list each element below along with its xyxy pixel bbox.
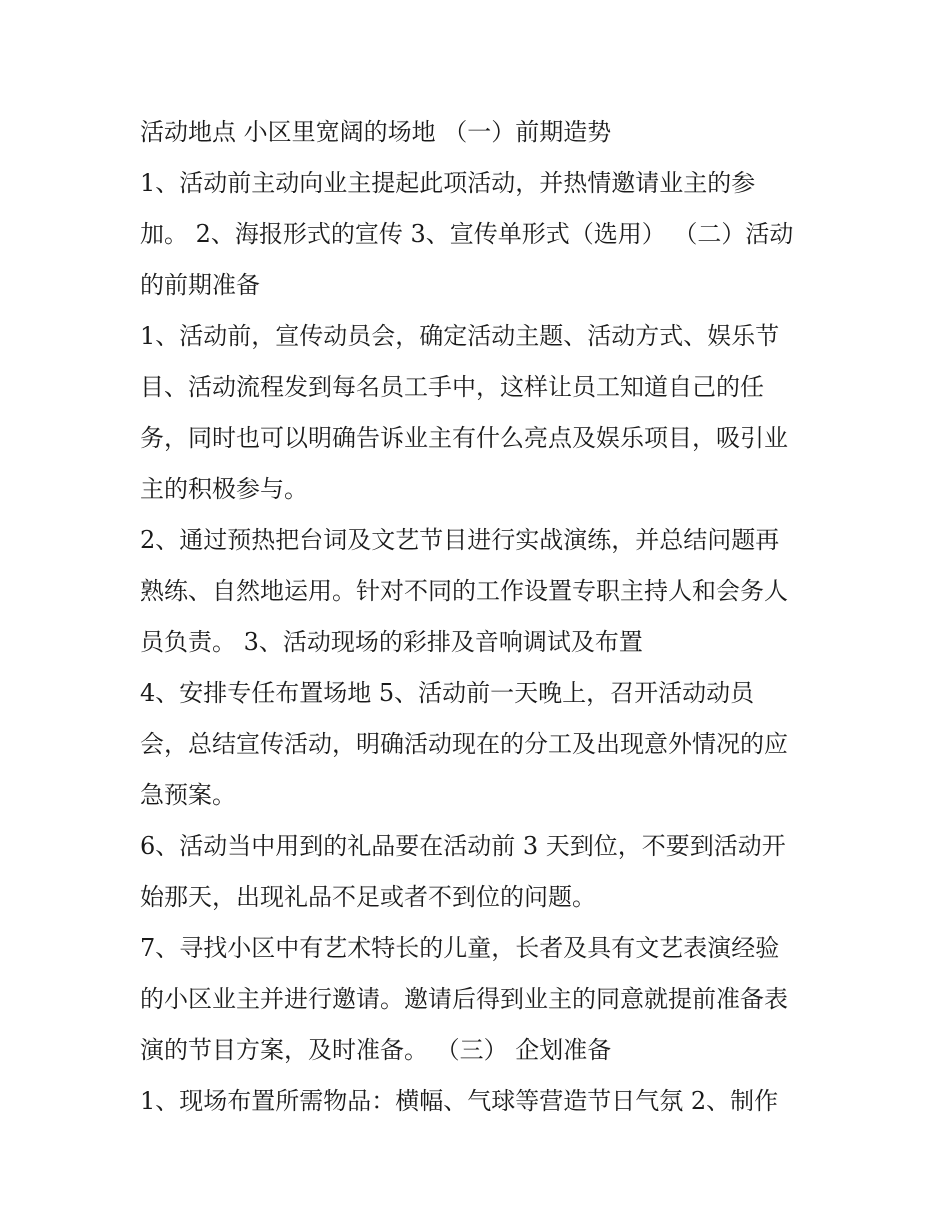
text-line: 主的积极参与。	[140, 475, 308, 503]
text-line: 加。 2、海报形式的宣传 3、宣传单形式（选用） （二）活动	[140, 220, 794, 248]
text-line: 1、活动前主动向业主提起此项活动，并热情邀请业主的参	[140, 169, 756, 197]
text-line: 活动地点 小区里宽阔的场地 （一）前期造势	[140, 118, 612, 146]
text-line: 1、活动前，宣传动员会，确定活动主题、活动方式、娱乐节	[140, 322, 780, 350]
text-line: 始那天，出现礼品不足或者不到位的问题。	[140, 883, 596, 911]
text-line: 7、寻找小区中有艺术特长的儿童，长者及具有文艺表演经验	[140, 934, 780, 962]
text-line: 会，总结宣传活动，明确活动现在的分工及出现意外情况的应	[140, 730, 788, 758]
text-line: 2、通过预热把台词及文艺节目进行实战演练，并总结问题再	[140, 526, 780, 554]
text-line: 务，同时也可以明确告诉业主有什么亮点及娱乐项目，吸引业	[140, 424, 788, 452]
text-line: 4、安排专任布置场地 5、活动前一天晚上，召开活动动员	[140, 679, 755, 707]
text-line: 员负责。 3、活动现场的彩排及音响调试及布置	[140, 628, 643, 656]
text-line: 目、活动流程发到每名员工手中，这样让员工知道自己的任	[140, 373, 764, 401]
text-line: 熟练、自然地运用。针对不同的工作设置专职主持人和会务人	[140, 577, 788, 605]
document-body	[140, 107, 820, 1127]
text-line: 演的节目方案，及时准备。 （三） 企划准备	[140, 1036, 612, 1064]
text-line: 的前期准备	[140, 271, 260, 299]
text-line: 急预案。	[140, 781, 236, 809]
text-line: 的小区业主并进行邀请。邀请后得到业主的同意就提前准备表	[140, 985, 788, 1013]
text-line: 1、现场布置所需物品：横幅、气球等营造节日气氛 2、制作	[140, 1087, 779, 1115]
text-line: 6、活动当中用到的礼品要在活动前 3 天到位，不要到活动开	[140, 832, 786, 860]
